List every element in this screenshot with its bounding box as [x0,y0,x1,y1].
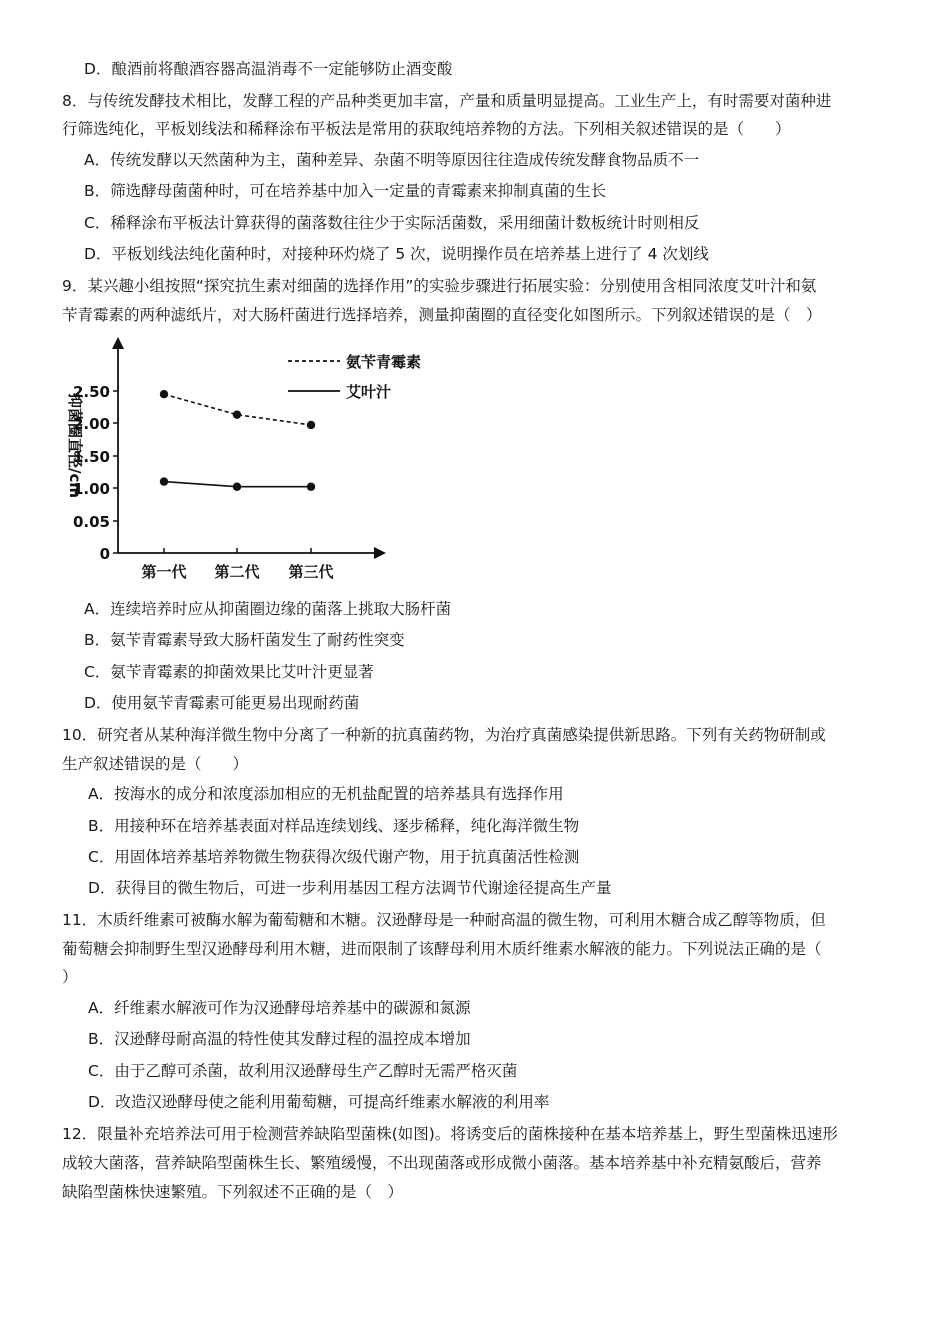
q9-stem-line2: 苄青霉素的两种滤纸片，对大肠杆菌进行选择培养，测量抑菌圈的直径变化如图所示。下列叙述错误的是（ ） [62,306,822,324]
x-tick-label: 第二代 [214,563,260,581]
q9-option-a: A．连续培养时应从抑菌圈边缘的菌落上挑取大肠杆菌 [84,600,452,618]
q10-option-d: D．获得目的微生物后，可进一步利用基因工程方法调节代谢途径提高生产量 [88,879,612,897]
data-point [233,410,241,418]
y-tick-label: 1.50 [72,448,110,466]
y-tick-label: 2.00 [72,415,110,433]
data-point [160,390,168,398]
q8-option-b: B．筛选酵母菌菌种时，可在培养基中加入一定量的青霉素来抑制真菌的生长 [84,182,607,200]
q9-option-c: C．氨苄青霉素的抑菌效果比艾叶汁更显著 [84,663,374,681]
q11-option-a: A．纤维素水解液可作为汉逊酵母培养基中的碳源和氮源 [88,999,471,1017]
y-axis-arrow [112,337,124,349]
q8-option-a: A．传统发酵以天然菌种为主，菌种差异、杂菌不明等原因往往造成传统发酵食物品质不一 [84,151,700,169]
legend-label-ampicillin: 氨苄青霉素 [346,353,422,371]
q12-stem-line1: 12．限量补充培养法可用于检测营养缺陷型菌株(如图)。将诱变后的菌株接种在基本培养基上，野生型菌株迅速形 [62,1125,838,1143]
legend-label-mugwort: 艾叶汁 [346,383,392,401]
data-point [307,421,315,429]
inhibition-zone-line-chart [60,335,440,585]
q9-option-d: D．使用氨苄青霉素可能更易出现耐药菌 [84,694,360,712]
data-point [160,477,168,485]
x-tick-label: 第三代 [288,563,334,581]
q8-option-d: D．平板划线法纯化菌种时，对接种环灼烧了 5 次，说明操作员在培养基上进行了 4 次划线 [84,245,709,263]
q11-stem-line3: ） [62,968,78,986]
q10-option-b: B．用接种环在培养基表面对样品连续划线、逐步稀释，纯化海洋微生物 [88,817,580,835]
y-tick-label: 0 [99,545,110,563]
q12-stem-line2: 成较大菌落，营养缺陷型菌株生长、繁殖缓慢，不出现菌落或形成微小菌落。基本培养基中补充精氨酸后，营养 [62,1154,822,1172]
q8-option-c: C．稀释涂布平板法计算获得的菌落数往往少于实际活菌数，采用细菌计数板统计时则相反 [84,214,700,232]
q10-stem-line1: 10．研究者从某种海洋微生物中分离了一种新的抗真菌药物，为治疗真菌感染提供新思路。下列有关药物研制或 [62,726,826,744]
series-line-0 [164,394,311,425]
q11-stem-line1: 11．木质纤维素可被酶水解为葡萄糖和木糖。汉逊酵母是一种耐高温的微生物，可利用木糖合成乙醇等物质，但 [62,911,826,929]
q7-option-d: D．酿酒前将酿酒容器高温消毒不一定能够防止酒变酸 [84,60,453,78]
x-tick-label: 第一代 [141,563,187,581]
y-axis-label: 抑菌圈直径/cm [66,393,84,499]
q10-stem-line2: 生产叙述错误的是（ ） [62,755,249,773]
q10-option-a: A．按海水的成分和浓度添加相应的无机盐配置的培养基具有选择作用 [88,785,564,803]
data-point [233,483,241,491]
y-tick-label: 0.05 [72,513,110,531]
q10-option-c: C．用固体培养基培养物微生物获得次级代谢产物，用于抗真菌活性检测 [88,848,580,866]
q9-option-b: B．氨苄青霉素导致大肠杆菌发生了耐药性突变 [84,631,405,649]
q11-stem-line2: 葡萄糖会抑制野生型汉逊酵母利用木糖，进而限制了该酵母利用木质纤维素水解液的能力。下列说法正确的是（ [62,940,822,958]
q8-stem-line2: 行筛选纯化，平板划线法和稀释涂布平板法是常用的获取纯培养物的方法。下列相关叙述错误的是（ ） [62,120,791,138]
q11-option-d: D．改造汉逊酵母使之能利用葡萄糖，可提高纤维素水解液的利用率 [88,1093,550,1111]
data-point [307,483,315,491]
q11-option-c: C．由于乙醇可杀菌，故利用汉逊酵母生产乙醇时无需严格灭菌 [88,1062,518,1080]
q12-stem-line3: 缺陷型菌株快速繁殖。下列叙述不正确的是（ ） [62,1183,404,1201]
q11-option-b: B．汉逊酵母耐高温的特性使其发酵过程的温控成本增加 [88,1030,471,1048]
y-tick-label: 1.00 [72,480,110,498]
x-axis-arrow [374,547,386,559]
q8-stem-line1: 8．与传统发酵技术相比，发酵工程的产品种类更加丰富，产量和质量明显提高。工业生产上，有时需要对菌种进 [62,92,832,110]
y-tick-label: 2.50 [72,383,110,401]
q9-stem-line1: 9．某兴趣小组按照“探究抗生素对细菌的选择作用”的实验步骤进行拓展实验：分别使用含相同浓度艾叶汁和氨 [62,277,817,295]
